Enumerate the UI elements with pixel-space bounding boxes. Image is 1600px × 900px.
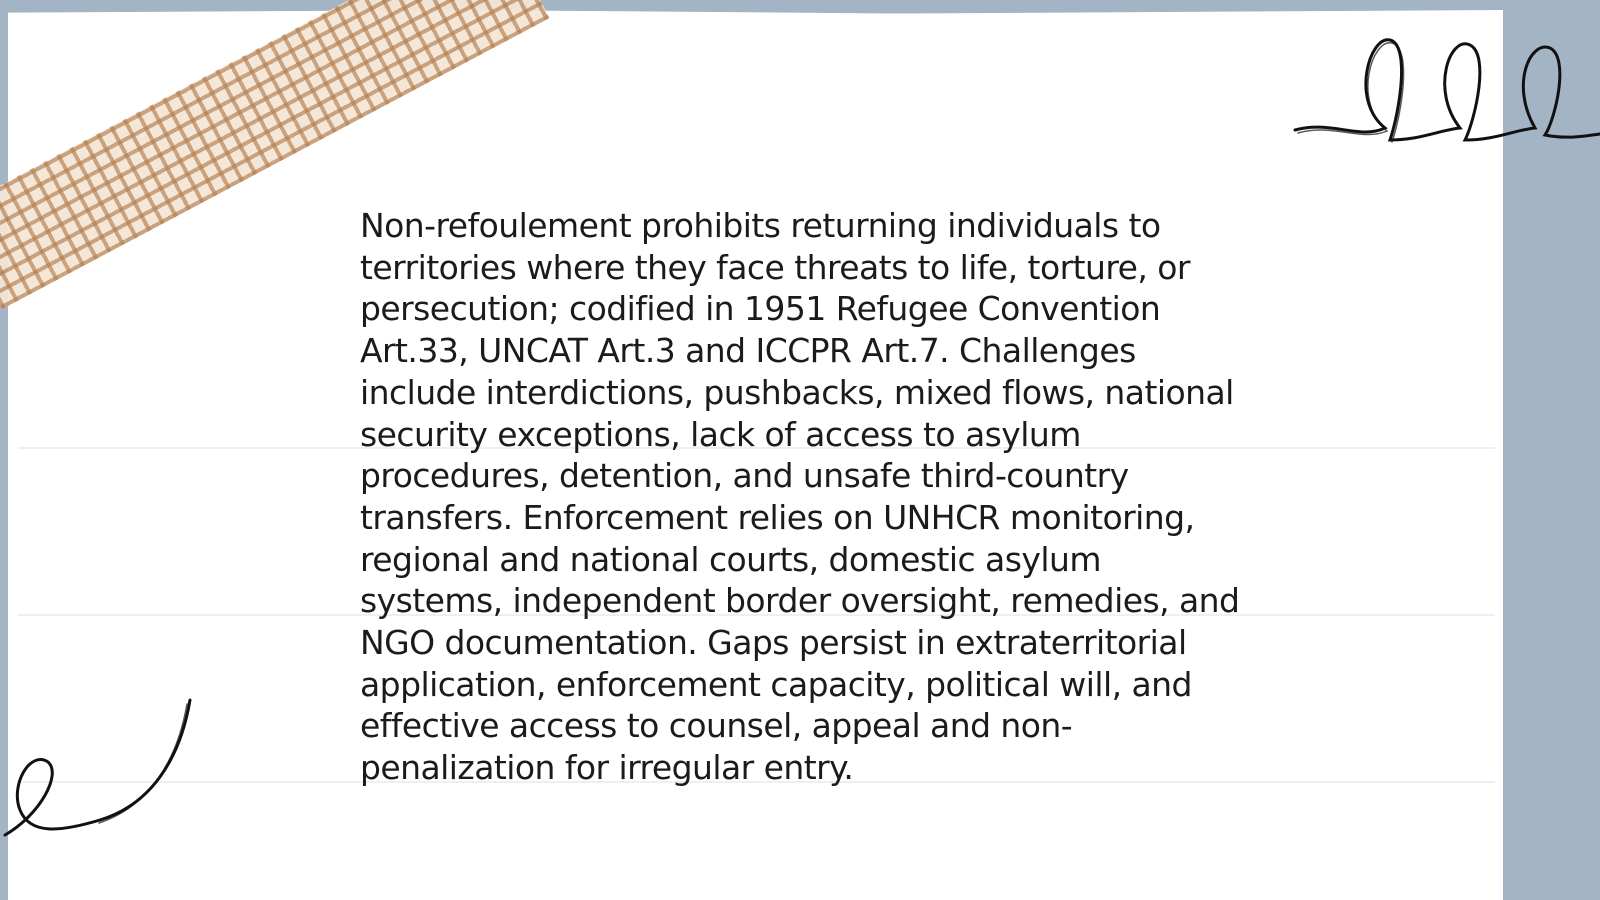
slide-body-text: Non-refoulement prohibits returning individuals to territories where they face threats to life, torture, or persecution; codified in 1951 Refugee Convention Art.33, UNCAT Art.3 and ICCPR Art.7. Challenges include interdictions, pushbacks, mixed flows, national security exceptions, lack of access to asylum procedures, detention, and unsafe third-country transfers. Enforcement relies on UNHCR monitoring, regional and national courts, domestic asylum systems, independent border oversight, remedies, and NGO documentation. Gaps persist in extraterritorial application, enforcement capacity, political will, and effective access to counsel, appeal and non-penalization for irregular entry. — [360, 206, 1240, 788]
swirl-doodle-icon — [0, 690, 200, 850]
loop-doodle-icon — [1290, 30, 1600, 170]
